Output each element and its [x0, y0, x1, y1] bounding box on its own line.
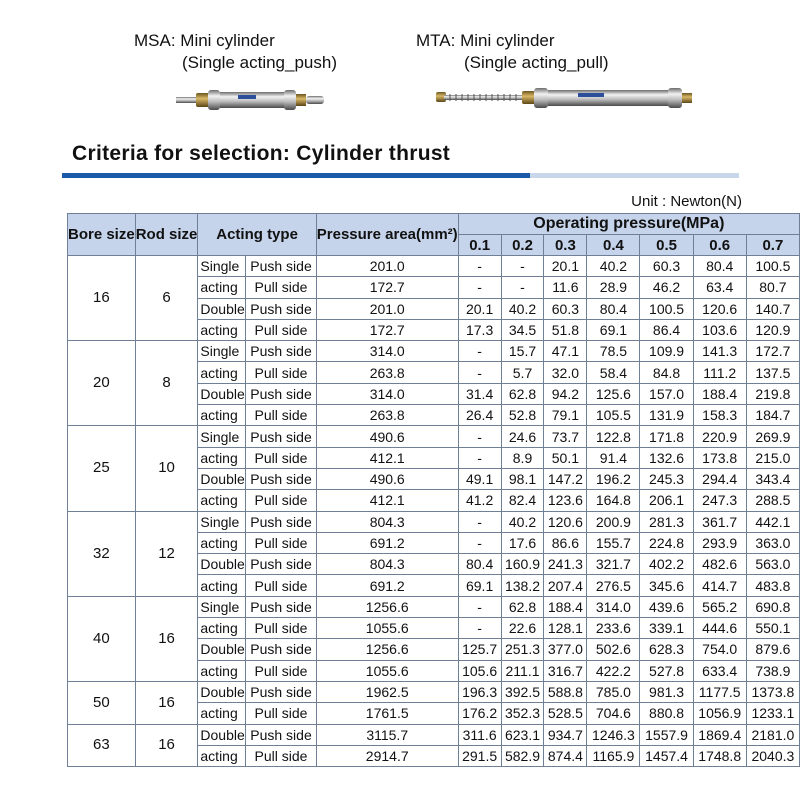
thrust-value-cell: 164.8 — [587, 490, 640, 511]
thrust-value-cell: 138.2 — [501, 575, 544, 596]
thrust-value-cell: 140.7 — [746, 298, 799, 319]
thrust-value-cell: 785.0 — [587, 681, 640, 702]
thrust-value-cell: 582.9 — [501, 745, 544, 766]
table-row — [68, 511, 800, 532]
acting-type-cell: acting — [198, 703, 246, 724]
pressure-area-cell: 172.7 — [316, 319, 458, 340]
thrust-value-cell: 321.7 — [587, 554, 640, 575]
acting-type-cell: acting — [198, 405, 246, 426]
rod-size-cell: 12 — [135, 511, 198, 596]
thrust-value-cell: 483.8 — [746, 575, 799, 596]
table-row — [68, 724, 800, 745]
thrust-value-cell: 32.0 — [544, 362, 587, 383]
pressure-area-cell: 1962.5 — [316, 681, 458, 702]
thrust-value-cell: 120.9 — [746, 319, 799, 340]
thrust-value-cell: 46.2 — [640, 277, 693, 298]
pressure-area-cell: 804.3 — [316, 554, 458, 575]
pressure-area-cell: 804.3 — [316, 511, 458, 532]
thrust-value-cell: 79.1 — [544, 405, 587, 426]
thrust-value-cell: 1457.4 — [640, 745, 693, 766]
title-underline-light — [530, 173, 739, 178]
acting-type-cell: acting — [198, 532, 246, 553]
thrust-value-cell: 5.7 — [501, 362, 544, 383]
thrust-value-cell: 1373.8 — [746, 681, 799, 702]
thrust-value-cell: 11.6 — [544, 277, 587, 298]
acting-type-cell: acting — [198, 447, 246, 468]
thrust-value-cell: 111.2 — [693, 362, 746, 383]
thrust-value-cell: 158.3 — [693, 405, 746, 426]
acting-type-cell: Single — [198, 341, 246, 362]
acting-type-cell: acting — [198, 277, 246, 298]
thrust-value-cell: 690.8 — [746, 596, 799, 617]
thrust-value-cell: 482.6 — [693, 554, 746, 575]
pressure-area-cell: 1055.6 — [316, 618, 458, 639]
table-row — [68, 426, 800, 447]
thrust-value-cell: 98.1 — [501, 468, 544, 489]
acting-type-cell: Single — [198, 426, 246, 447]
pressure-area-cell: 691.2 — [316, 532, 458, 553]
thrust-value-cell: 100.5 — [746, 256, 799, 277]
thrust-value-cell: 377.0 — [544, 639, 587, 660]
thrust-value-cell: 15.7 — [501, 341, 544, 362]
thrust-value-cell: 26.4 — [458, 405, 501, 426]
acting-type-cell: Single — [198, 256, 246, 277]
thrust-value-cell: 211.1 — [501, 660, 544, 681]
side-cell: Push side — [246, 596, 317, 617]
thrust-value-cell: 125.7 — [458, 639, 501, 660]
thrust-value-cell: 1056.9 — [693, 703, 746, 724]
thrust-value-cell: 339.1 — [640, 618, 693, 639]
thrust-value-cell: 402.2 — [640, 554, 693, 575]
thrust-value-cell: 141.3 — [693, 341, 746, 362]
thrust-value-cell: 314.0 — [587, 596, 640, 617]
thrust-value-cell: - — [458, 511, 501, 532]
acting-type-cell: Double — [198, 298, 246, 319]
side-cell: Pull side — [246, 703, 317, 724]
side-cell: Pull side — [246, 618, 317, 639]
pressure-area-cell: 1055.6 — [316, 660, 458, 681]
pressure-area-cell: 314.0 — [316, 341, 458, 362]
side-cell: Pull side — [246, 490, 317, 511]
thrust-value-cell: - — [458, 362, 501, 383]
thrust-value-cell: 123.6 — [544, 490, 587, 511]
acting-type-cell: Double — [198, 639, 246, 660]
side-cell: Pull side — [246, 745, 317, 766]
thrust-value-cell: 414.7 — [693, 575, 746, 596]
pressure-area-cell: 490.6 — [316, 468, 458, 489]
acting-type-cell: Double — [198, 468, 246, 489]
thrust-value-cell: 550.1 — [746, 618, 799, 639]
thrust-value-cell: 51.8 — [544, 319, 587, 340]
thrust-value-cell: 934.7 — [544, 724, 587, 745]
side-cell: Push side — [246, 298, 317, 319]
thrust-value-cell: 84.8 — [640, 362, 693, 383]
bore-size-cell: 63 — [68, 724, 136, 767]
thrust-value-cell: 628.3 — [640, 639, 693, 660]
thrust-value-cell: 247.3 — [693, 490, 746, 511]
thrust-value-cell: 241.3 — [544, 554, 587, 575]
thrust-value-cell: 62.8 — [501, 596, 544, 617]
operating-pressure-header: Operating pressure(MPa) — [458, 214, 799, 235]
thrust-value-cell: 269.9 — [746, 426, 799, 447]
pressure-column-header: 0.3 — [544, 235, 587, 256]
thrust-value-cell: 288.5 — [746, 490, 799, 511]
thrust-value-cell: 80.7 — [746, 277, 799, 298]
thrust-value-cell: - — [458, 256, 501, 277]
thrust-value-cell: 8.9 — [501, 447, 544, 468]
side-cell: Pull side — [246, 575, 317, 596]
thrust-value-cell: 176.2 — [458, 703, 501, 724]
pressure-column-header: 0.2 — [501, 235, 544, 256]
thrust-value-cell: 291.5 — [458, 745, 501, 766]
thrust-value-cell: 1165.9 — [587, 745, 640, 766]
cylinder-thrust-table — [67, 213, 800, 767]
side-cell: Pull side — [246, 319, 317, 340]
table-row — [68, 681, 800, 702]
side-cell: Push side — [246, 341, 317, 362]
thrust-value-cell: 52.8 — [501, 405, 544, 426]
thrust-value-cell: 196.2 — [587, 468, 640, 489]
side-cell: Pull side — [246, 405, 317, 426]
thrust-value-cell: 17.3 — [458, 319, 501, 340]
thrust-value-cell: 73.7 — [544, 426, 587, 447]
thrust-value-cell: 137.5 — [746, 362, 799, 383]
thrust-value-cell: 78.5 — [587, 341, 640, 362]
rod-size-cell: 16 — [135, 724, 198, 767]
msa-cylinder-image — [176, 84, 324, 116]
thrust-value-cell: 105.5 — [587, 405, 640, 426]
thrust-value-cell: 1557.9 — [640, 724, 693, 745]
pressure-area-cell: 3115.7 — [316, 724, 458, 745]
acting-type-cell: acting — [198, 660, 246, 681]
pressure-area-header: Pressure area(mm²) — [316, 214, 458, 256]
rod-size-cell: 6 — [135, 256, 198, 341]
acting-type-header: Acting type — [198, 214, 316, 256]
side-cell: Push side — [246, 468, 317, 489]
rod-size-header: Rod size — [135, 214, 198, 256]
thrust-value-cell: 94.2 — [544, 383, 587, 404]
msa-subtitle: (Single acting_push) — [182, 53, 337, 72]
acting-type-cell: Double — [198, 724, 246, 745]
thrust-value-cell: 91.4 — [587, 447, 640, 468]
thrust-value-cell: 86.4 — [640, 319, 693, 340]
thrust-value-cell: 60.3 — [544, 298, 587, 319]
thrust-value-cell: 128.1 — [544, 618, 587, 639]
pressure-column-header: 0.4 — [587, 235, 640, 256]
side-cell: Push side — [246, 681, 317, 702]
thrust-value-cell: 62.8 — [501, 383, 544, 404]
thrust-value-cell: 31.4 — [458, 383, 501, 404]
bore-size-cell: 25 — [68, 426, 136, 511]
rod-size-cell: 10 — [135, 426, 198, 511]
thrust-value-cell: 147.2 — [544, 468, 587, 489]
pressure-area-cell: 691.2 — [316, 575, 458, 596]
acting-type-cell: acting — [198, 362, 246, 383]
thrust-value-cell: 281.3 — [640, 511, 693, 532]
thrust-value-cell: 34.5 — [501, 319, 544, 340]
msa-product-label — [134, 30, 337, 74]
thrust-value-cell: 86.6 — [544, 532, 587, 553]
side-cell: Pull side — [246, 277, 317, 298]
thrust-value-cell: 879.6 — [746, 639, 799, 660]
thrust-value-cell: 444.6 — [693, 618, 746, 639]
acting-type-cell: acting — [198, 618, 246, 639]
pressure-column-header: 0.6 — [693, 235, 746, 256]
thrust-value-cell: 155.7 — [587, 532, 640, 553]
thrust-value-cell: 47.1 — [544, 341, 587, 362]
thrust-value-cell: 40.2 — [501, 511, 544, 532]
thrust-value-cell: 1233.1 — [746, 703, 799, 724]
thrust-value-cell: - — [458, 426, 501, 447]
thrust-value-cell: 80.4 — [693, 256, 746, 277]
side-cell: Push side — [246, 724, 317, 745]
thrust-value-cell: 63.4 — [693, 277, 746, 298]
thrust-value-cell: 160.9 — [501, 554, 544, 575]
thrust-value-cell: - — [458, 532, 501, 553]
pressure-area-cell: 314.0 — [316, 383, 458, 404]
pressure-column-header: 0.7 — [746, 235, 799, 256]
title-underline — [62, 173, 739, 178]
thrust-value-cell: 276.5 — [587, 575, 640, 596]
thrust-value-cell: 623.1 — [501, 724, 544, 745]
bore-size-header: Bore size — [68, 214, 136, 256]
thrust-value-cell: 24.6 — [501, 426, 544, 447]
mta-subtitle: (Single acting_pull) — [464, 53, 609, 72]
thrust-value-cell: 293.9 — [693, 532, 746, 553]
thrust-value-cell: 563.0 — [746, 554, 799, 575]
thrust-value-cell: 633.4 — [693, 660, 746, 681]
side-cell: Push side — [246, 511, 317, 532]
thrust-value-cell: 422.2 — [587, 660, 640, 681]
thrust-value-cell: 22.6 — [501, 618, 544, 639]
rod-size-cell: 16 — [135, 596, 198, 681]
thrust-value-cell: 131.9 — [640, 405, 693, 426]
thrust-value-cell: 439.6 — [640, 596, 693, 617]
table-row — [68, 256, 800, 277]
table-row — [68, 341, 800, 362]
thrust-value-cell: 565.2 — [693, 596, 746, 617]
pressure-area-cell: 1256.6 — [316, 639, 458, 660]
acting-type-cell: acting — [198, 490, 246, 511]
thrust-value-cell: 17.6 — [501, 532, 544, 553]
thrust-value-cell: 1869.4 — [693, 724, 746, 745]
side-cell: Pull side — [246, 660, 317, 681]
side-cell: Push side — [246, 383, 317, 404]
acting-type-cell: Double — [198, 383, 246, 404]
thrust-value-cell: 69.1 — [458, 575, 501, 596]
acting-type-cell: Single — [198, 511, 246, 532]
thrust-value-cell: 82.4 — [501, 490, 544, 511]
thrust-value-cell: 502.6 — [587, 639, 640, 660]
pressure-area-cell: 1256.6 — [316, 596, 458, 617]
thrust-value-cell: 125.6 — [587, 383, 640, 404]
acting-type-cell: Single — [198, 596, 246, 617]
thrust-value-cell: 103.6 — [693, 319, 746, 340]
thrust-value-cell: 188.4 — [693, 383, 746, 404]
thrust-value-cell: 20.1 — [458, 298, 501, 319]
thrust-value-cell: 527.8 — [640, 660, 693, 681]
thrust-value-cell: 173.8 — [693, 447, 746, 468]
thrust-value-cell: 41.2 — [458, 490, 501, 511]
thrust-value-cell: 50.1 — [544, 447, 587, 468]
pressure-area-cell: 263.8 — [316, 405, 458, 426]
thrust-value-cell: 157.0 — [640, 383, 693, 404]
thrust-value-cell: 352.3 — [501, 703, 544, 724]
thrust-value-cell: 40.2 — [587, 256, 640, 277]
bore-size-cell: 16 — [68, 256, 136, 341]
rod-size-cell: 8 — [135, 341, 198, 426]
rod-size-cell: 16 — [135, 681, 198, 724]
side-cell: Pull side — [246, 447, 317, 468]
pressure-column-header: 0.5 — [640, 235, 693, 256]
pressure-column-header: 0.1 — [458, 235, 501, 256]
msa-title: MSA: Mini cylinder — [134, 31, 275, 50]
thrust-value-cell: 207.4 — [544, 575, 587, 596]
mta-product-label — [416, 30, 609, 74]
thrust-value-cell: 316.7 — [544, 660, 587, 681]
thrust-value-cell: 215.0 — [746, 447, 799, 468]
side-cell: Pull side — [246, 362, 317, 383]
thrust-value-cell: 233.6 — [587, 618, 640, 639]
thrust-value-cell: 184.7 — [746, 405, 799, 426]
side-cell: Push side — [246, 426, 317, 447]
thrust-value-cell: 80.4 — [587, 298, 640, 319]
pressure-area-cell: 172.7 — [316, 277, 458, 298]
thrust-value-cell: 343.4 — [746, 468, 799, 489]
thrust-value-cell: 105.6 — [458, 660, 501, 681]
table-row — [68, 596, 800, 617]
thrust-value-cell: 754.0 — [693, 639, 746, 660]
thrust-value-cell: 60.3 — [640, 256, 693, 277]
thrust-value-cell: 874.4 — [544, 745, 587, 766]
thrust-value-cell: 294.4 — [693, 468, 746, 489]
thrust-value-cell: 224.8 — [640, 532, 693, 553]
thrust-value-cell: 69.1 — [587, 319, 640, 340]
thrust-value-cell: 132.6 — [640, 447, 693, 468]
bore-size-cell: 50 — [68, 681, 136, 724]
thrust-value-cell: 80.4 — [458, 554, 501, 575]
thrust-value-cell: 1748.8 — [693, 745, 746, 766]
thrust-value-cell: 28.9 — [587, 277, 640, 298]
thrust-value-cell: 245.3 — [640, 468, 693, 489]
mta-cylinder-image — [436, 82, 692, 114]
acting-type-cell: acting — [198, 745, 246, 766]
section-title: Criteria for selection: Cylinder thrust — [72, 142, 451, 165]
thrust-value-cell: 220.9 — [693, 426, 746, 447]
acting-type-cell: acting — [198, 575, 246, 596]
thrust-value-cell: 120.6 — [693, 298, 746, 319]
thrust-value-cell: - — [501, 277, 544, 298]
thrust-value-cell: 196.3 — [458, 681, 501, 702]
mta-title: MTA: Mini cylinder — [416, 31, 555, 50]
pressure-area-cell: 412.1 — [316, 490, 458, 511]
thrust-value-cell: 20.1 — [544, 256, 587, 277]
acting-type-cell: Double — [198, 554, 246, 575]
acting-type-cell: acting — [198, 319, 246, 340]
thrust-value-cell: 2040.3 — [746, 745, 799, 766]
thrust-value-cell: 251.3 — [501, 639, 544, 660]
thrust-value-cell: 109.9 — [640, 341, 693, 362]
thrust-value-cell: 40.2 — [501, 298, 544, 319]
thrust-value-cell: 219.8 — [746, 383, 799, 404]
thrust-value-cell: 171.8 — [640, 426, 693, 447]
thrust-value-cell: 361.7 — [693, 511, 746, 532]
thrust-value-cell: 704.6 — [587, 703, 640, 724]
thrust-value-cell: 49.1 — [458, 468, 501, 489]
pressure-area-cell: 1761.5 — [316, 703, 458, 724]
thrust-value-cell: - — [458, 447, 501, 468]
thrust-value-cell: 738.9 — [746, 660, 799, 681]
bore-size-cell: 32 — [68, 511, 136, 596]
thrust-value-cell: - — [458, 596, 501, 617]
thrust-value-cell: 392.5 — [501, 681, 544, 702]
pressure-area-cell: 490.6 — [316, 426, 458, 447]
thrust-value-cell: 588.8 — [544, 681, 587, 702]
thrust-value-cell: - — [458, 277, 501, 298]
thrust-value-cell: 1246.3 — [587, 724, 640, 745]
side-cell: Push side — [246, 256, 317, 277]
pressure-area-cell: 412.1 — [316, 447, 458, 468]
side-cell: Pull side — [246, 532, 317, 553]
thrust-value-cell: 363.0 — [746, 532, 799, 553]
thrust-value-cell: - — [458, 341, 501, 362]
thrust-value-cell: 100.5 — [640, 298, 693, 319]
pressure-area-cell: 263.8 — [316, 362, 458, 383]
side-cell: Push side — [246, 554, 317, 575]
thrust-value-cell: 880.8 — [640, 703, 693, 724]
pressure-area-cell: 201.0 — [316, 298, 458, 319]
thrust-value-cell: - — [458, 618, 501, 639]
bore-size-cell: 20 — [68, 341, 136, 426]
thrust-value-cell: 442.1 — [746, 511, 799, 532]
thrust-value-cell: 58.4 — [587, 362, 640, 383]
thrust-value-cell: 200.9 — [587, 511, 640, 532]
thrust-value-cell: 122.8 — [587, 426, 640, 447]
thrust-value-cell: 528.5 — [544, 703, 587, 724]
thrust-value-cell: 2181.0 — [746, 724, 799, 745]
title-underline-dark — [62, 173, 530, 178]
thrust-value-cell: 188.4 — [544, 596, 587, 617]
thrust-value-cell: 120.6 — [544, 511, 587, 532]
pressure-area-cell: 2914.7 — [316, 745, 458, 766]
thrust-value-cell: 206.1 — [640, 490, 693, 511]
thrust-value-cell: 981.3 — [640, 681, 693, 702]
thrust-value-cell: 1177.5 — [693, 681, 746, 702]
thrust-value-cell: 172.7 — [746, 341, 799, 362]
thrust-value-cell: 345.6 — [640, 575, 693, 596]
thrust-value-cell: - — [501, 256, 544, 277]
pressure-area-cell: 201.0 — [316, 256, 458, 277]
side-cell: Push side — [246, 639, 317, 660]
bore-size-cell: 40 — [68, 596, 136, 681]
thrust-value-cell: 311.6 — [458, 724, 501, 745]
unit-label: Unit : Newton(N) — [631, 193, 742, 210]
acting-type-cell: Double — [198, 681, 246, 702]
